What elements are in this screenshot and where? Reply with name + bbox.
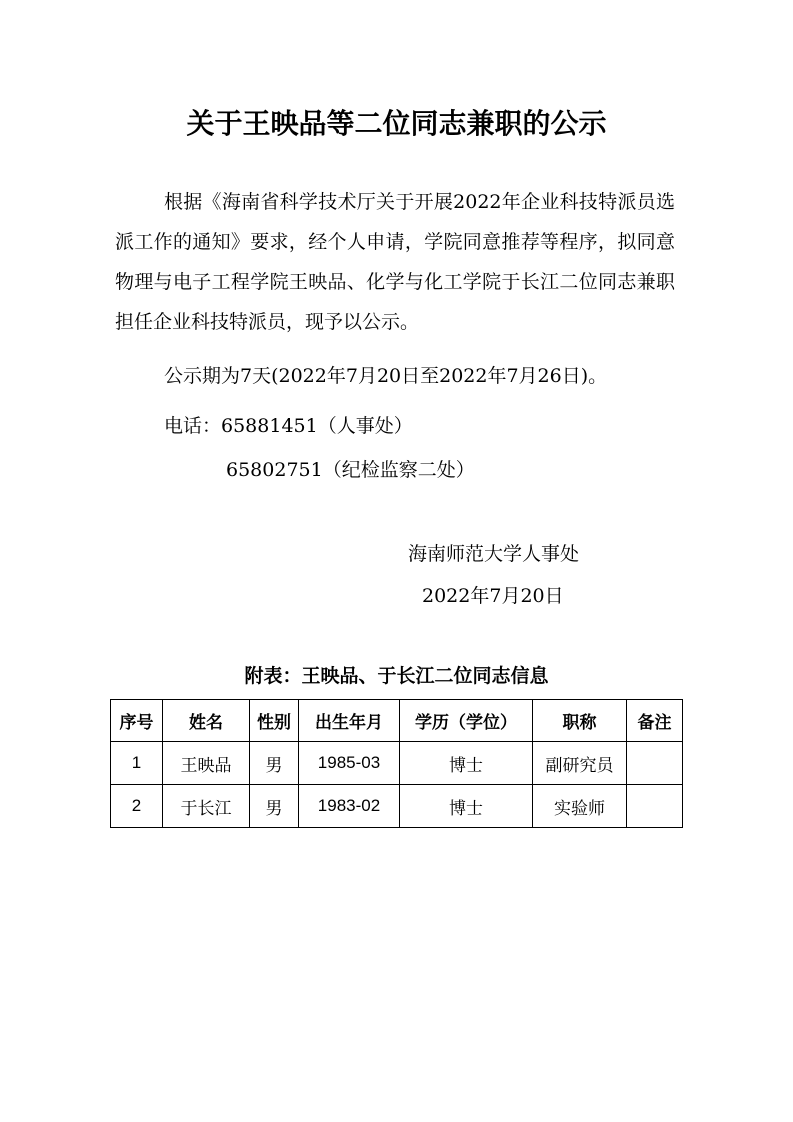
notice-paragraph: 根据《海南省科学技术厅关于开展2022年企业科技特派员选派工作的通知》要求，经个人申请，学院同意推荐等程序，拟同意物理与电子工程学院王映品、化学与化工学院于长江二位同志兼职担任企业科技特派员，现予以公示。 [115,191,675,333]
header-cell-name: 姓名 [163,700,250,742]
cell-birth: 1985-03 [299,742,400,785]
cell-title: 实验师 [533,785,627,828]
cell-name: 王映品 [163,742,250,785]
header-cell-title: 职称 [533,700,627,742]
header-cell-remarks: 备注 [627,700,683,742]
cell-education: 博士 [400,785,533,828]
header-cell-education: 学历（学位） [400,700,533,742]
cell-index: 2 [111,785,163,828]
contact-phone-1: 电话：65881451（人事处） [164,415,413,437]
table-row [111,742,683,785]
appendix-title: 附表：王映品、于长江二位同志信息 [244,665,549,687]
table-row [111,785,683,828]
signature-organization: 海南师范大学人事处 [408,543,580,565]
cell-name: 于长江 [163,785,250,828]
cell-education: 博士 [400,742,533,785]
table-header-row [111,700,683,742]
cell-title: 副研究员 [533,742,627,785]
cell-remarks [627,785,683,828]
cell-remarks [627,742,683,785]
cell-index: 1 [111,742,163,785]
contact-phone-2: 65802751（纪检监察二处） [226,459,475,481]
cell-gender: 男 [250,742,299,785]
header-cell-index: 序号 [111,700,163,742]
header-cell-birth: 出生年月 [299,700,400,742]
cell-birth: 1983-02 [299,785,400,828]
cell-gender: 男 [250,785,299,828]
signature-date: 2022年7月20日 [422,585,564,607]
info-table [110,699,683,828]
notice-period: 公示期为7天(2022年7月20日至2022年7月26日)。 [164,365,608,387]
notice-title: 关于王映品等二位同志兼职的公示 [186,107,607,140]
header-cell-gender: 性别 [250,700,299,742]
